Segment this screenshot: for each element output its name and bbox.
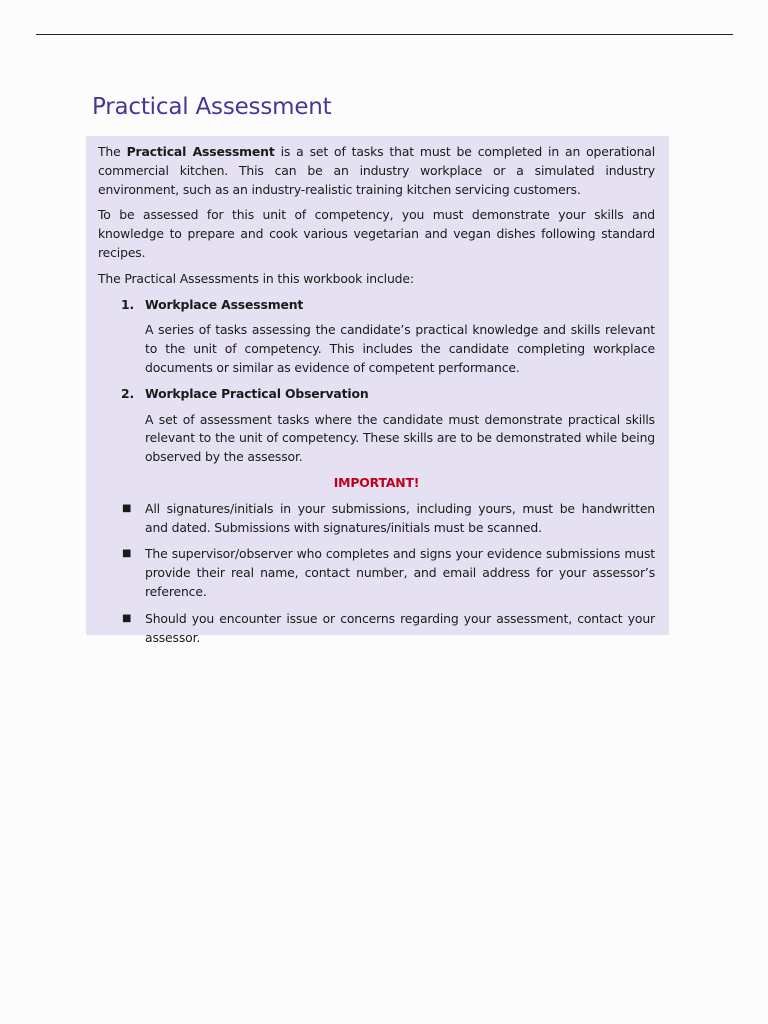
intro-bold-term: Practical Assessment xyxy=(126,144,275,159)
intro-lead: The xyxy=(98,144,127,159)
header-rule xyxy=(36,34,733,35)
assessment-number: 1. xyxy=(121,296,135,312)
important-label: IMPORTANT! xyxy=(333,474,420,490)
important-item-text: The supervisor/observer who completes and signs your evidence submissions must provide their real name, contact number, and email address for your assessor’s reference. xyxy=(145,546,655,599)
important-item xyxy=(98,610,655,648)
competency-paragraph: To be assessed for this unit of competency, you must demonstrate your skills and knowledge to prepare and cook various vegetarian and vegan dishes following standard recipes. xyxy=(98,207,655,260)
assessment-description: A series of tasks assessing the candidate’s practical knowledge and skills relevant to the unit of competency. This includes the candidate completing workplace documents or similar as evidence of competent performance. xyxy=(145,322,655,375)
assessment-item-2 xyxy=(98,385,655,404)
intro-rest: is a set of tasks that must be completed in an operational commercial kitchen. This can be an industry workplace or a simulated industry environment, such as an industry-realistic training kitchen servicing customers. xyxy=(98,144,656,197)
assessment-item-1 xyxy=(98,296,655,315)
assessment-heading: Workplace Assessment xyxy=(145,296,304,312)
square-bullet-icon: ■ xyxy=(122,612,132,624)
practical-assessment-box xyxy=(86,136,669,645)
assessment-description: A set of assessment tasks where the candidate must demonstrate practical skills relevant to the unit of competency. These skills are to be demonstrated while being observed by the assessor. xyxy=(145,411,655,465)
important-item xyxy=(98,500,655,538)
assessment-heading: Workplace Practical Observation xyxy=(145,385,369,401)
important-item-text: Should you encounter issue or concerns regarding your assessment, contact your assessor. xyxy=(145,610,655,645)
important-item-text: All signatures/initials in your submissions, including yours, must be handwritten and dated. Submissions with signatures/initials must be scanned. xyxy=(145,500,655,535)
assessment-number: 2. xyxy=(121,385,135,401)
intro-paragraph xyxy=(98,143,655,199)
assessments-intro: The Practical Assessments in this workbook include: xyxy=(98,270,414,286)
square-bullet-icon: ■ xyxy=(122,502,132,514)
important-item xyxy=(98,545,655,601)
section-title: Practical Assessment xyxy=(92,94,332,120)
square-bullet-icon: ■ xyxy=(122,548,132,560)
